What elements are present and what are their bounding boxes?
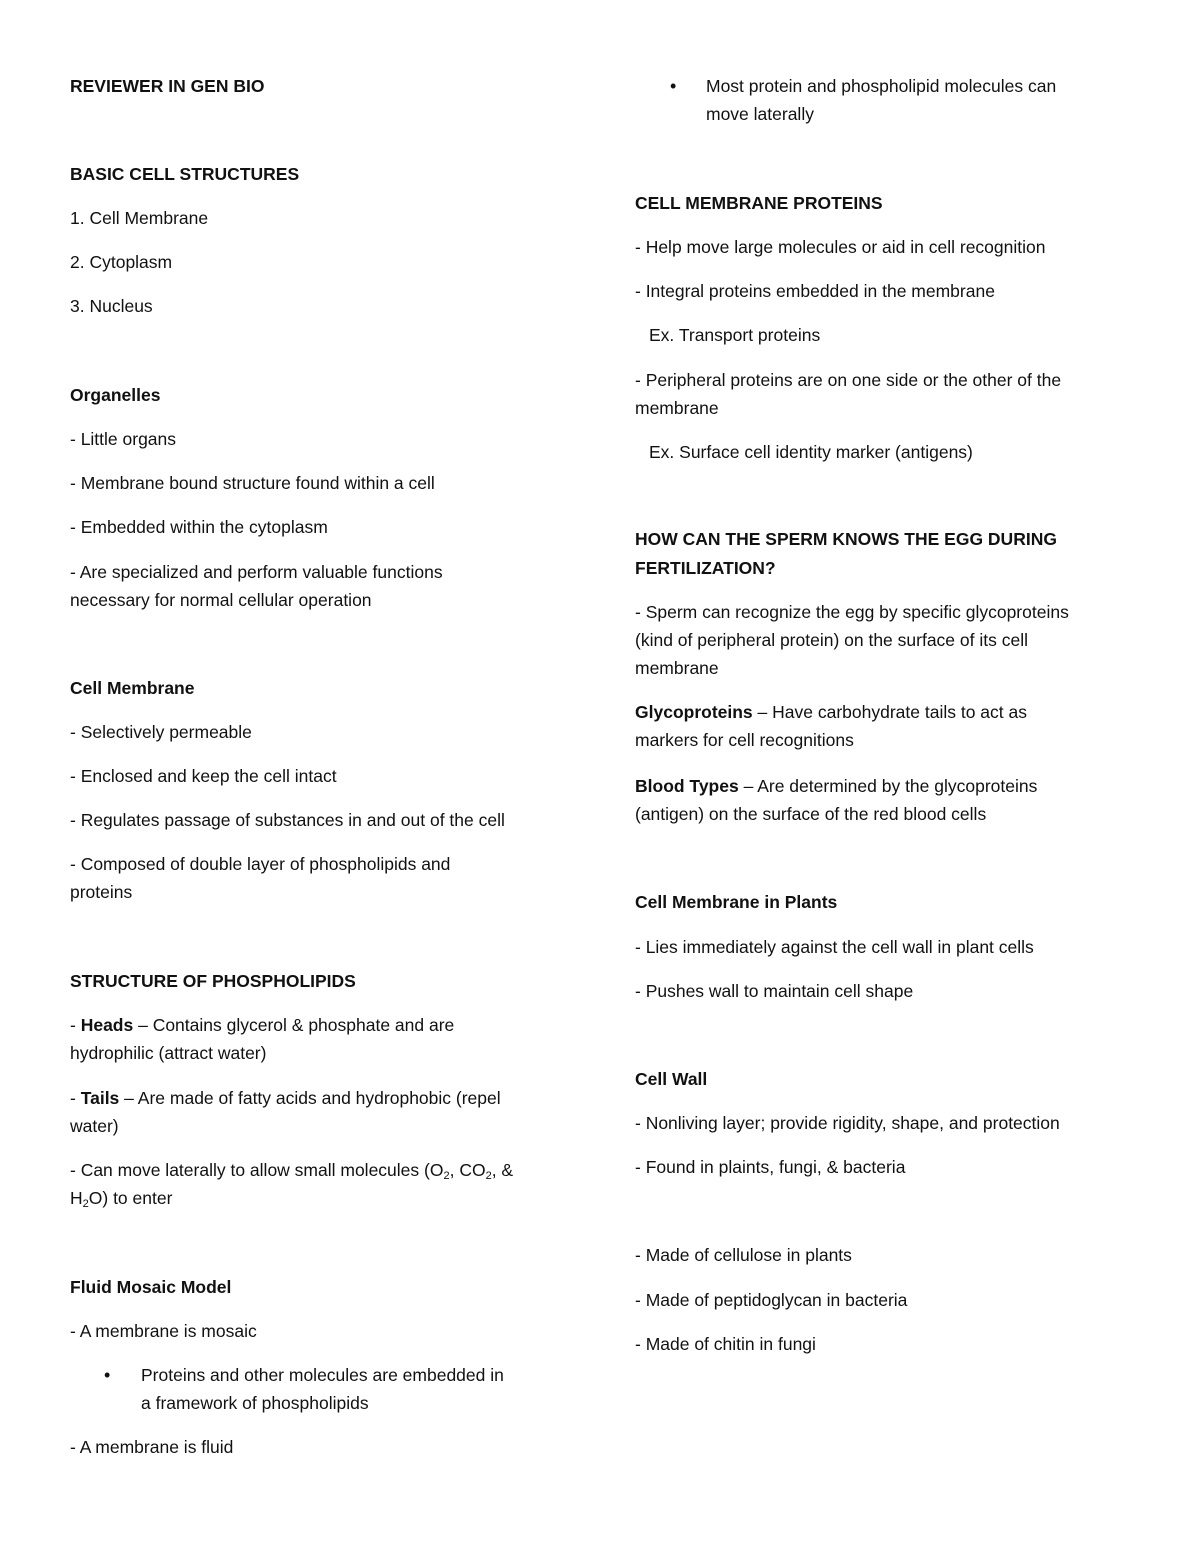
dash: - [70, 1015, 81, 1035]
basic-cell-structures-heading: BASIC CELL STRUCTURES [70, 164, 300, 184]
list-item: - Little organs [70, 429, 177, 449]
lateral-text: , & [491, 1160, 514, 1180]
bullet-text: move laterally [706, 104, 814, 124]
membrane-proteins-heading: CELL MEMBRANE PROTEINS [635, 193, 883, 213]
list-item: - Composed of double layer of phospholipids and [70, 854, 451, 874]
list-item-continuation: necessary for normal cellular operation [70, 590, 372, 610]
list-item: - Made of cellulose in plants [635, 1245, 852, 1265]
list-item: - Embedded within the cytoplasm [70, 517, 328, 537]
bullet-item [104, 1361, 564, 1417]
list-item: 2. Cytoplasm [70, 252, 173, 272]
list-item: - Pushes wall to maintain cell shape [635, 981, 914, 1001]
tails-line [70, 1084, 501, 1112]
list-item: - Made of peptidoglycan in bacteria [635, 1290, 908, 1310]
list-item-continuation: membrane [635, 658, 719, 678]
blood-types-definition: – Are determined by the glycoproteins [738, 776, 1038, 796]
document-title: REVIEWER IN GEN BIO [70, 76, 265, 96]
bullet-text: Most protein and phospholipid molecules can [706, 76, 1057, 96]
list-item: - Membrane bound structure found within a cell [70, 473, 435, 493]
plants-heading: Cell Membrane in Plants [635, 892, 838, 912]
bullet-text: Proteins and other molecules are embedded in [141, 1365, 504, 1385]
subscript: 2 [443, 1170, 450, 1182]
list-item: 1. Cell Membrane [70, 208, 209, 228]
heads-term: Heads [80, 1015, 134, 1035]
glycoproteins-term: Glycoproteins [635, 702, 753, 722]
list-item-continuation: membrane [635, 398, 719, 418]
bullet-item [670, 72, 1140, 128]
tails-continuation: water) [70, 1116, 119, 1136]
list-item-continuation: (kind of peripheral protein) on the surface of its cell [635, 630, 1028, 650]
glycoproteins-line [635, 698, 1027, 726]
dash: - [70, 1088, 81, 1108]
blood-types-term: Blood Types [635, 776, 739, 796]
lateral-text: O) to enter [88, 1188, 173, 1208]
blood-types-continuation: (antigen) on the surface of the red blood cells [635, 804, 987, 824]
lateral-text: H [70, 1188, 83, 1208]
list-item: - Lies immediately against the cell wall in plant cells [635, 937, 1034, 957]
list-item: - Peripheral proteins are on one side or the other of the [635, 370, 1062, 390]
subscript: 2 [485, 1170, 492, 1182]
cell-wall-heading: Cell Wall [635, 1069, 708, 1089]
list-item: - Nonliving layer; provide rigidity, shape, and protection [635, 1113, 1060, 1133]
bullet-icon: • [670, 76, 677, 96]
list-item: - Regulates passage of substances in and out of the cell [70, 810, 505, 830]
list-item: - Selectively permeable [70, 722, 252, 742]
sperm-heading-continuation: FERTILIZATION? [635, 558, 776, 578]
example-line: Ex. Transport proteins [649, 325, 821, 345]
glycoproteins-definition: – Have carbohydrate tails to act as [752, 702, 1027, 722]
fluid-mosaic-heading: Fluid Mosaic Model [70, 1277, 232, 1297]
list-item: - Integral proteins embedded in the membrane [635, 281, 995, 301]
lateral-continuation [70, 1184, 172, 1212]
phospholipids-heading: STRUCTURE OF PHOSPHOLIPIDS [70, 971, 356, 991]
subscript: 2 [82, 1198, 89, 1210]
lateral-line [70, 1156, 513, 1184]
bullet-icon: • [104, 1365, 111, 1385]
list-item: - A membrane is mosaic [70, 1321, 257, 1341]
list-item: - A membrane is fluid [70, 1437, 234, 1457]
list-item: - Help move large molecules or aid in cell recognition [635, 237, 1046, 257]
sperm-heading: HOW CAN THE SPERM KNOWS THE EGG DURING [635, 529, 1057, 549]
list-item: - Found in plaints, fungi, & bacteria [635, 1157, 906, 1177]
list-item: - Made of chitin in fungi [635, 1334, 816, 1354]
list-item-continuation: proteins [70, 882, 133, 902]
list-item: - Are specialized and perform valuable functions [70, 562, 443, 582]
heads-line [70, 1011, 454, 1039]
lateral-text: - Can move laterally to allow small molecules (O [70, 1160, 444, 1180]
heads-continuation: hydrophilic (attract water) [70, 1043, 267, 1063]
example-line: Ex. Surface cell identity marker (antigens) [649, 442, 973, 462]
list-item: - Enclosed and keep the cell intact [70, 766, 337, 786]
lateral-text: , CO [449, 1160, 486, 1180]
heads-definition: – Contains glycerol & phosphate and are [133, 1015, 455, 1035]
glycoproteins-continuation: markers for cell recognitions [635, 730, 854, 750]
tails-term: Tails [80, 1088, 120, 1108]
list-item: - Sperm can recognize the egg by specific glycoproteins [635, 602, 1069, 622]
tails-definition: – Are made of fatty acids and hydrophobic (repel [119, 1088, 501, 1108]
bullet-text: a framework of phospholipids [141, 1393, 369, 1413]
cell-membrane-heading: Cell Membrane [70, 678, 195, 698]
list-item: 3. Nucleus [70, 296, 153, 316]
organelles-heading: Organelles [70, 385, 161, 405]
blood-types-line [635, 772, 1037, 800]
